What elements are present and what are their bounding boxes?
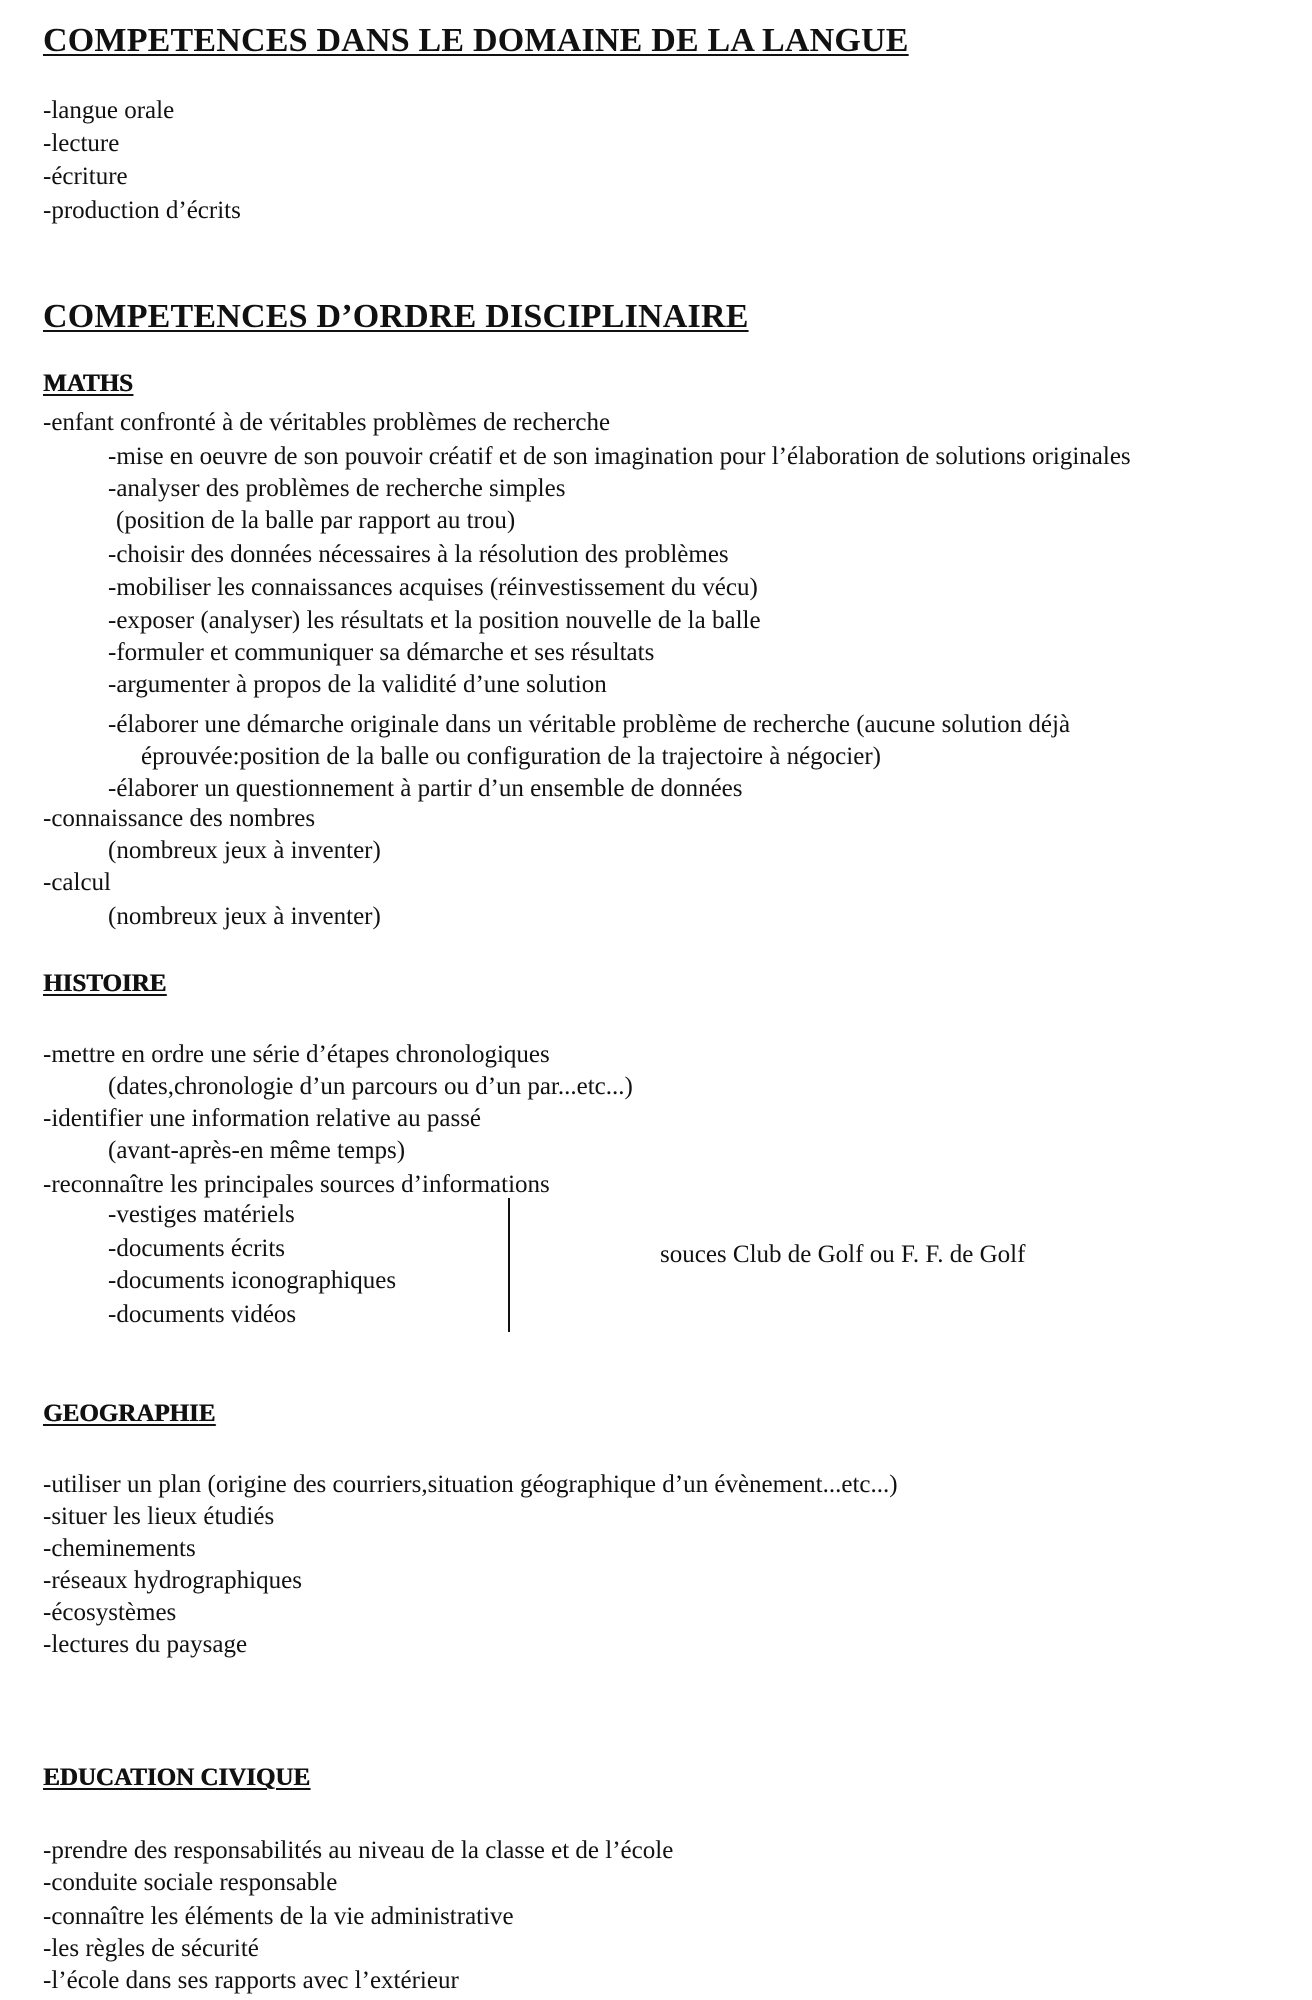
langue-item: -lecture — [43, 130, 120, 157]
heading-civique: EDUCATION CIVIQUE — [43, 1764, 310, 1791]
heading-disciplinaire: COMPETENCES D’ORDRE DISCIPLINAIRE — [43, 298, 749, 335]
histoire-line: (dates,chronologie d’un parcours ou d’un par...etc...) — [108, 1073, 633, 1100]
histoire-line: -documents iconographiques — [108, 1267, 397, 1294]
heading-maths: MATHS — [43, 370, 133, 397]
maths-line: -analyser des problèmes de recherche simples — [108, 475, 566, 502]
maths-line: -élaborer une démarche originale dans un véritable problème de recherche (aucune solution déjà — [108, 711, 1071, 738]
maths-line: -enfant confronté à de véritables problèmes de recherche — [43, 409, 611, 436]
maths-line: -élaborer un questionnement à partir d’un ensemble de données — [108, 775, 743, 802]
maths-line: -mobiliser les connaissances acquises (réinvestissement du vécu) — [108, 574, 758, 601]
maths-line: -choisir des données nécessaires à la résolution des problèmes — [108, 541, 729, 568]
maths-line: -formuler et communiquer sa démarche et ses résultats — [108, 639, 655, 666]
histoire-line: (avant-après-en même temps) — [108, 1137, 406, 1164]
geographie-line: -écosystèmes — [43, 1599, 177, 1626]
maths-line: -exposer (analyser) les résultats et la position nouvelle de la balle — [108, 607, 761, 634]
civique-line: -connaître les éléments de la vie administrative — [43, 1903, 514, 1930]
geographie-line: -situer les lieux étudiés — [43, 1503, 275, 1530]
histoire-line: -mettre en ordre une série d’étapes chronologiques — [43, 1041, 550, 1068]
maths-line: éprouvée:position de la balle ou configuration de la trajectoire à négocier) — [141, 743, 881, 770]
sources-note: souces Club de Golf ou F. F. de Golf — [660, 1241, 1026, 1268]
heading-histoire: HISTOIRE — [43, 970, 167, 997]
civique-line: -conduite sociale responsable — [43, 1869, 338, 1896]
langue-item: -écriture — [43, 163, 128, 190]
geographie-line: -réseaux hydrographiques — [43, 1567, 302, 1594]
geographie-line: -lectures du paysage — [43, 1631, 248, 1658]
histoire-line: -reconnaître les principales sources d’informations — [43, 1171, 550, 1198]
maths-line: -argumenter à propos de la validité d’une solution — [108, 671, 607, 698]
maths-line: (position de la balle par rapport au trou) — [116, 507, 516, 534]
heading-geographie: GEOGRAPHIE — [43, 1400, 216, 1427]
maths-line: -calcul — [43, 869, 112, 896]
civique-line: -l’école dans ses rapports avec l’extérieur — [43, 1967, 459, 1994]
maths-line: (nombreux jeux à inventer) — [108, 837, 381, 864]
heading-langue: COMPETENCES DANS LE DOMAINE DE LA LANGUE — [43, 22, 909, 59]
maths-line: -connaissance des nombres — [43, 805, 316, 832]
histoire-line: -documents vidéos — [108, 1301, 297, 1328]
histoire-line: -vestiges matériels — [108, 1201, 295, 1228]
geographie-line: -utiliser un plan (origine des courriers,situation géographique d’un évènement...etc...) — [43, 1471, 898, 1498]
geographie-line: -cheminements — [43, 1535, 196, 1562]
sources-bracket-line — [508, 1198, 510, 1332]
maths-line: (nombreux jeux à inventer) — [108, 903, 381, 930]
langue-item: -langue orale — [43, 97, 175, 124]
civique-line: -prendre des responsabilités au niveau de la classe et de l’école — [43, 1837, 674, 1864]
langue-item: -production d’écrits — [43, 197, 241, 224]
maths-line: -mise en oeuvre de son pouvoir créatif et de son imagination pour l’élaboration de solutions originales — [108, 443, 1131, 470]
histoire-line: -identifier une information relative au passé — [43, 1105, 482, 1132]
histoire-line: -documents écrits — [108, 1235, 286, 1262]
civique-line: -les règles de sécurité — [43, 1935, 259, 1962]
